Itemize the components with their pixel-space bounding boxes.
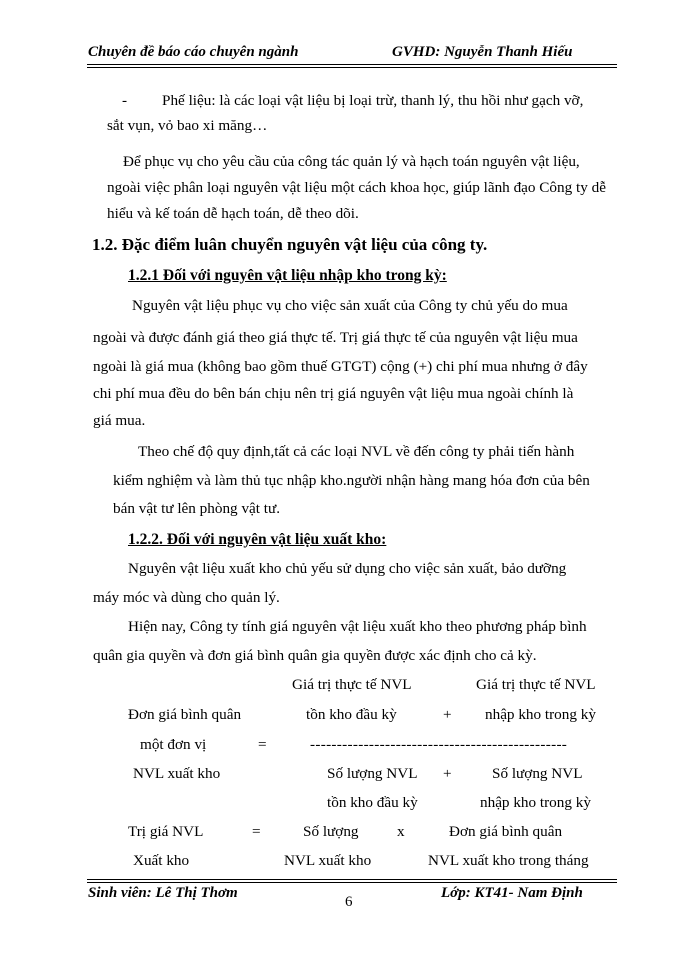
header-rule: [87, 64, 617, 65]
section-heading-1-2: 1.2. Đặc điểm luân chuyển nguyên vật liệu của công ty.: [92, 235, 488, 254]
formula1-fraction-bar: ------------------------------------------------: [310, 736, 568, 753]
formula1-equals: =: [258, 736, 267, 753]
formula1-lhs-3: NVL xuất kho: [133, 765, 221, 782]
formula2-times: x: [397, 823, 405, 840]
formula1-numerator-right-2: nhập kho trong kỳ: [485, 706, 596, 723]
header-rule-thin: [87, 67, 617, 68]
paragraph-4-line-3: bán vật tư lên phòng vật tư.: [113, 500, 281, 517]
formula2-term1-1: Số lượng: [303, 823, 359, 840]
formula1-denominator-right-2: nhập kho trong kỳ: [480, 794, 591, 811]
paragraph-3-line-1: Nguyên vật liệu phục vụ cho việc sản xuất của Công ty chủ yếu do mua: [132, 297, 568, 314]
paragraph-6-line-2: quân gia quyền và đơn giá bình quân gia quyền được xác định cho cả kỳ.: [93, 647, 537, 664]
formula2-lhs-2: Xuất kho: [133, 852, 190, 869]
paragraph-3-line-3: ngoài là giá mua (không bao gồm thuế GTGT) cộng (+) chi phí mua nhưng ở đây: [93, 358, 588, 375]
subsection-heading-1-2-1: 1.2.1 Đối với nguyên vật liệu nhập kho trong kỳ:: [128, 267, 447, 284]
formula1-numerator-left-1: Giá trị thực tế NVL: [292, 676, 412, 693]
paragraph-3-line-5: giá mua.: [93, 412, 146, 429]
formula2-term2-1: Đơn giá bình quân: [449, 823, 563, 840]
header-left-title: Chuyên đề báo cáo chuyên ngành: [88, 44, 299, 60]
formula1-denominator-left-2: tồn kho đầu kỳ: [327, 794, 418, 811]
formula2-term2-2: NVL xuất kho trong tháng: [428, 852, 589, 869]
footer-class: Lớp: KT41- Nam Định: [441, 885, 583, 901]
formula1-denominator-left-1: Số lượng NVL: [327, 765, 418, 782]
bullet-dash: -: [122, 92, 128, 109]
paragraph-4-line-1: Theo chế độ quy định,tất cả các loại NVL về đến công ty phải tiến hành: [138, 443, 575, 460]
formula1-numerator-right-1: Giá trị thực tế NVL: [476, 676, 596, 693]
paragraph-1-line-2: sắt vụn, vỏ bao xi măng…: [107, 117, 268, 134]
subsection-heading-1-2-2: 1.2.2. Đối với nguyên vật liệu xuất kho:: [128, 531, 387, 548]
formula1-numerator-plus: +: [443, 706, 452, 723]
formula1-lhs-1: Đơn giá bình quân: [128, 706, 242, 723]
formula1-denominator-right-1: Số lượng NVL: [492, 765, 583, 782]
formula1-numerator-left-2: tồn kho đầu kỳ: [306, 706, 397, 723]
formula2-term1-2: NVL xuất kho: [284, 852, 372, 869]
formula2-lhs-1: Trị giá NVL: [128, 823, 204, 840]
paragraph-1-line-1: Phế liệu: là các loại vật liệu bị loại trừ, thanh lý, thu hồi như gạch vỡ,: [162, 92, 584, 109]
paragraph-2-line-3: hiểu và kế toán dễ hạch toán, dễ theo dõi.: [107, 205, 359, 222]
paragraph-6-line-1: Hiện nay, Công ty tính giá nguyên vật liệu xuất kho theo phương pháp bình: [128, 618, 587, 635]
paragraph-3-line-2: ngoài và được đánh giá theo giá thực tế. Trị giá thực tế của nguyên vật liệu mua: [93, 329, 578, 346]
page-number: 6: [345, 894, 353, 910]
paragraph-3-line-4: chi phí mua đều do bên bán chịu nên trị giá nguyên vật liệu mua ngoài chính là: [93, 385, 574, 402]
footer-rule-thin: [87, 879, 617, 880]
paragraph-2-line-1: Để phục vụ cho yêu cầu của công tác quản lý và hạch toán nguyên vật liệu,: [123, 153, 580, 170]
paragraph-4-line-2: kiểm nghiệm và làm thủ tục nhập kho.người nhận hàng mang hóa đơn của bên: [113, 472, 590, 489]
formula1-lhs-2: một đơn vị: [140, 736, 207, 753]
footer-rule: [87, 882, 617, 883]
formula1-denominator-plus: +: [443, 765, 452, 782]
header-right-supervisor: GVHD: Nguyễn Thanh Hiếu: [392, 44, 573, 60]
paragraph-5-line-1: Nguyên vật liệu xuất kho chủ yếu sử dụng cho việc sản xuất, bảo dưỡng: [128, 560, 567, 577]
paragraph-2-line-2: ngoài việc phân loại nguyên vật liệu một cách khoa học, giúp lãnh đạo Công ty dễ: [107, 179, 606, 196]
footer-student-name: Sinh viên: Lê Thị Thơm: [88, 885, 238, 901]
formula2-equals: =: [252, 823, 261, 840]
paragraph-5-line-2: máy móc và dùng cho quản lý.: [93, 589, 280, 606]
